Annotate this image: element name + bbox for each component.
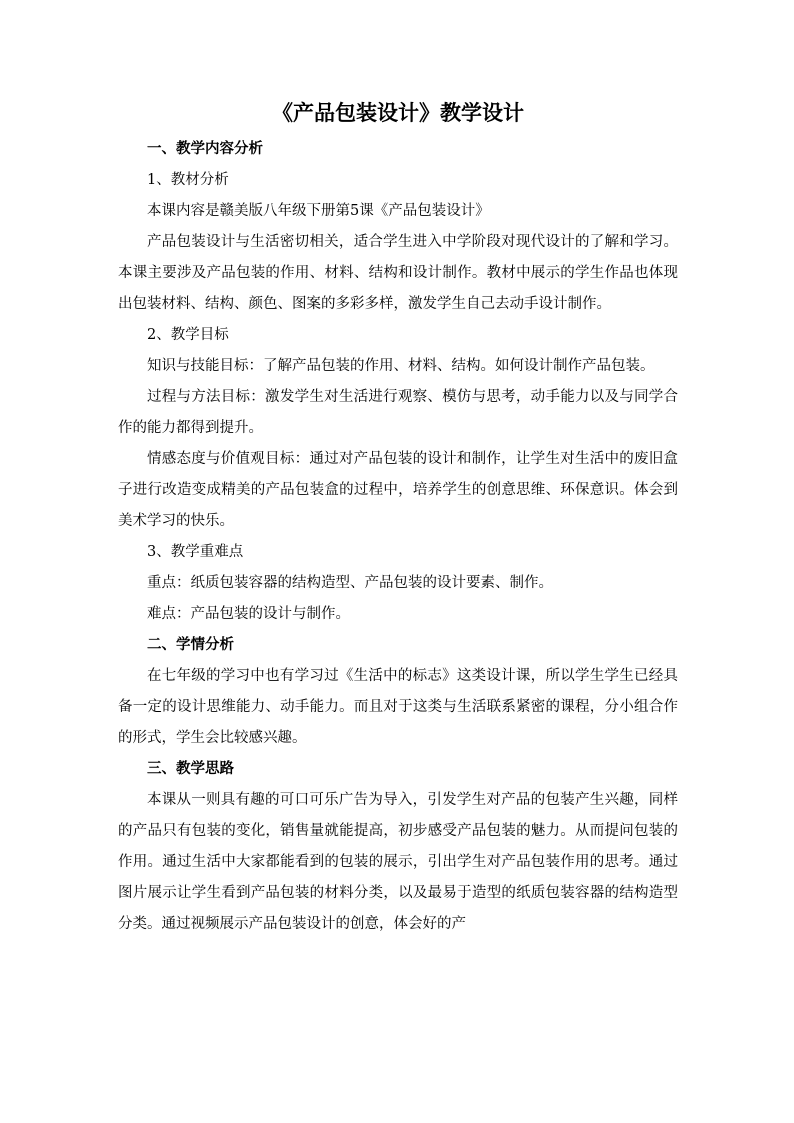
paragraph: 本课内容是赣美版八年级下册第5课《产品包装设计》 (147, 203, 490, 219)
subheading-key-points: 3、教学重难点 (147, 544, 244, 560)
document-page (118, 96, 678, 940)
paragraph: 产品包装设计与生活密切相关，适合学生进入中学阶段对现代设计的了解和学习。本课主要涉及产品包装的作用、材料、结构和设计制作。教材中展示的学生作品也体现出包装材料、结构、颜色、图案的多彩多样，激发学生自己去动手设计制作。 (118, 234, 678, 312)
subheading-textbook-analysis: 1、教材分析 (147, 172, 229, 188)
paragraph: 重点：纸质包装容器的结构造型、产品包装的设计要素、制作。 (147, 575, 553, 591)
section-heading-student-analysis: 二、学情分析 (147, 637, 234, 653)
section-heading-teaching-approach: 三、教学思路 (147, 761, 234, 777)
paragraph: 知识与技能目标：了解产品包装的作用、材料、结构。如何设计制作产品包装。 (147, 358, 655, 374)
subheading-teaching-goals: 2、教学目标 (147, 327, 229, 343)
paragraph: 情感态度与价值观目标：通过对产品包装的设计和制作，让学生对生活中的废旧盒子进行改造变成精美的产品包装盒的过程中，培养学生的创意思维、环保意识。体会到美术学习的快乐。 (118, 451, 678, 529)
paragraph: 难点：产品包装的设计与制作。 (147, 606, 350, 622)
document-title: 《产品包装设计》教学设计 (272, 101, 524, 125)
paragraph: 过程与方法目标：激发学生对生活进行观察、模仿与思考，动手能力以及与同学合作的能力都得到提升。 (118, 389, 678, 436)
paragraph: 在七年级的学习中也有学习过《生活中的标志》这类设计课，所以学生学生已经具备一定的设计思维能力、动手能力。而且对于这类与生活联系紧密的课程，分小组合作的形式，学生会比较感兴趣。 (118, 668, 678, 746)
paragraph: 本课从一则具有趣的可口可乐广告为导入，引发学生对产品的包装产生兴趣，同样的产品只有包装的变化，销售量就能提高，初步感受产品包装的魅力。从而提问包装的作用。通过生活中大家都能看到的包装的展示，引出学生对产品包装作用的思考。通过图片展示让学生看到产品包装的材料分类，以及最易于造型的纸质包装容器的结构造型分类。通过视频展示产品包装设计的创意，体会好的产 (118, 792, 678, 932)
section-heading-content-analysis: 一、教学内容分析 (147, 141, 263, 157)
